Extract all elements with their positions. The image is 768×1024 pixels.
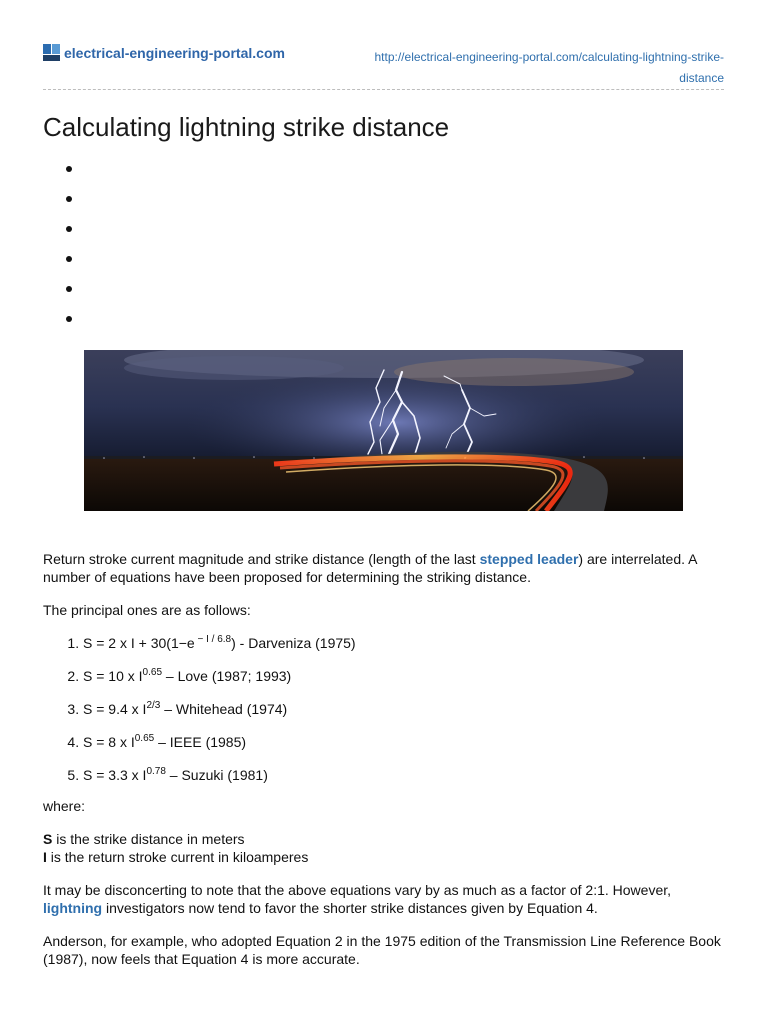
source-url[interactable] [375, 47, 725, 89]
def-i-term: I [43, 848, 47, 865]
portal-logo-icon [43, 44, 60, 61]
where-label: where: [43, 797, 86, 814]
article-body [43, 551, 733, 968]
anderson-paragraph: Anderson, for example, who adopted Equation 2 in the 1975 edition of the Transmission Line Reference Book (1987), now feels that Equation 4 is more accurate. [43, 933, 721, 967]
def-s-text: is the strike distance in meters [52, 831, 245, 847]
intro-text-continued: ) are interrelated. A number of equations have been proposed for determining the striking distance. [43, 551, 697, 585]
page-title: Calculating lightning strike distance [43, 112, 450, 142]
page-header [43, 44, 724, 90]
equation-whitehead: 3. S = 9.4 x $I^{2/3}$ – Whitehead (1974) [83, 700, 733, 718]
variable-definitions [43, 831, 733, 866]
def-i-text: is the return stroke current in kiloamperes [46, 848, 309, 865]
equation-suzuki: 5. S = 3.3 x $I^{0.78}$ – Suzuki (1981) [83, 766, 733, 784]
intro-text: Return stroke current magnitude and strike distance (length of the last [43, 551, 480, 567]
source-url-line-1[interactable]: http://electrical-engineering-portal.com/calculating-lightning-strike- [374, 50, 724, 64]
stepped-leader-link[interactable]: stepped leader [479, 551, 579, 567]
site-name[interactable]: electrical-engineering-portal.com [64, 44, 285, 61]
intro-paragraph [43, 551, 733, 586]
site-brand[interactable] [43, 44, 285, 61]
source-url-line-2[interactable]: distance [679, 71, 724, 85]
equation-darveniza: 1. S = 2 x I + 30(1−e $^{- I / 6.8}$) - Darveniza (1975) [83, 634, 733, 652]
comparison-paragraph: It may be disconcerting to note that the above equations vary by as much as a factor of 2:1. However, lightning investigators now tend to favor the shorter strike distances given by Equation 4. [43, 882, 672, 916]
principal-intro: The principal ones are as follows: [43, 602, 251, 618]
equation-ieee: 4. S = 8 x $I^{0.65}$ – IEEE (1985) [83, 733, 733, 751]
lightning-link[interactable]: lightning [43, 899, 103, 916]
header-divider [43, 89, 724, 90]
equation-list [43, 634, 733, 784]
def-s-term: S [43, 831, 53, 847]
lightning-photo [84, 350, 683, 511]
equation-love: 2. S = 10 x $I^{0.65}$ – Love (1987; 1993) [83, 667, 733, 685]
